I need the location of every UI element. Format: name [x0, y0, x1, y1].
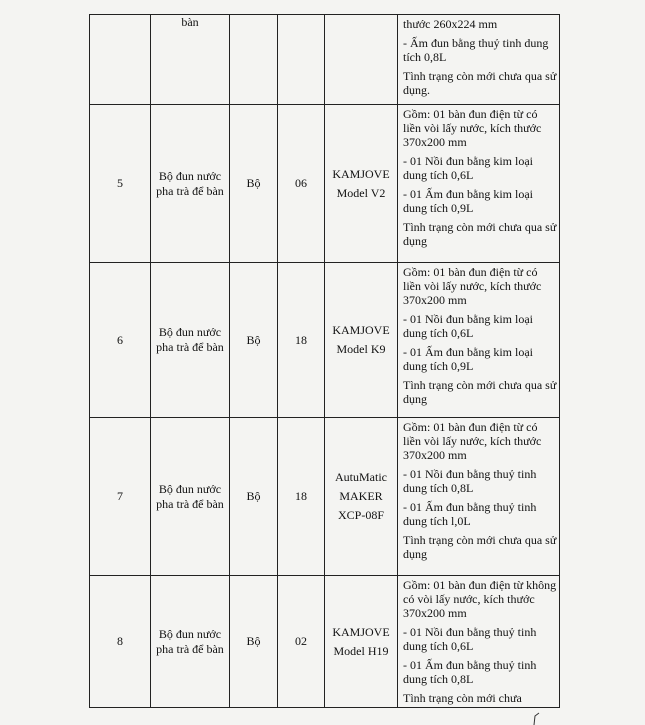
description-line: Gồm: 01 bàn đun điện từ không có vòi lấy nước, kích thước 370x200 mm	[403, 578, 557, 620]
quantity-cell: 18	[278, 418, 325, 576]
description-cell	[398, 15, 560, 105]
description-line: Gồm: 01 bàn đun điện từ có liền vòi lấy nước, kích thước 370x200 mm	[403, 265, 542, 307]
product-name: bàn	[181, 15, 199, 29]
description-line: - 01 Ấm đun bằng thuỷ tinh dung tích l,0L	[403, 500, 537, 528]
model-line: KAMJOVE	[332, 166, 390, 181]
model-cell	[325, 15, 398, 105]
quantity-cell	[278, 15, 325, 105]
model-cell	[325, 576, 398, 708]
model-line: KAMJOVE	[332, 323, 390, 337]
description-cell	[398, 576, 560, 708]
table-row	[90, 576, 560, 708]
quantity-cell: 18	[278, 263, 325, 418]
table-row	[90, 418, 560, 576]
row-number-cell: 8	[90, 576, 151, 708]
product-name: Bộ đun nước pha trà để bàn	[156, 481, 224, 511]
model-line: MAKER	[339, 489, 383, 503]
description-line: thước 260x224 mm	[403, 17, 498, 31]
unit-cell: Bộ	[230, 576, 278, 708]
row-number-cell: 6	[90, 263, 151, 418]
row-number-cell	[90, 15, 151, 105]
description-line: Gồm: 01 bàn đun điện từ có liền vòi lấy nước, kích thước 370x200 mm	[403, 420, 542, 462]
description-line: - 01 Ấm đun bằng thuỷ tinh dung tích 0,8L	[403, 658, 537, 686]
description-line: Tình trạng còn mới chưa qua sử dụng	[403, 378, 557, 406]
product-name: Bộ đun nước pha trà để bàn	[156, 168, 224, 198]
quantity-cell: 06	[278, 105, 325, 263]
description-line: Tình trạng còn mới chưa qua sử dụng	[403, 533, 557, 561]
model-line: Model H19	[333, 643, 389, 658]
quantity-cell: 02	[278, 576, 325, 708]
inventory-table	[89, 14, 560, 708]
description-cell	[398, 418, 560, 576]
model-cell	[325, 418, 398, 576]
product-name-cell	[151, 576, 230, 708]
description-line: Tình trạng còn mới chưa qua sử dụng	[403, 220, 557, 248]
table-row	[90, 263, 560, 418]
page-edge-mark	[532, 712, 542, 725]
product-name-cell	[151, 418, 230, 576]
description-line: Tình trạng còn mới chưa	[403, 691, 522, 705]
model-line: XCP-08F	[337, 508, 384, 522]
unit-cell	[230, 15, 278, 105]
model-line: KAMJOVE	[332, 624, 390, 639]
description-line: Gồm: 01 bàn đun điện từ có liền vòi lấy nước, kích thước 370x200 mm	[403, 107, 542, 149]
description-line: - Ấm đun bằng thuỷ tinh dung tích 0,8L	[403, 36, 549, 64]
product-name: Bộ đun nước pha trà để bàn	[156, 325, 224, 354]
model-cell	[325, 105, 398, 263]
row-number-cell: 5	[90, 105, 151, 263]
description-line: - 01 Ấm đun bằng kim loại dung tích 0,9L	[403, 187, 533, 215]
description-line: - 01 Ấm đun bằng kim loại dung tích 0,9L	[403, 345, 533, 373]
product-name-cell	[151, 263, 230, 418]
description-cell	[398, 105, 560, 263]
inventory-table-body	[90, 15, 560, 708]
description-cell	[398, 263, 560, 418]
unit-cell: Bộ	[230, 105, 278, 263]
model-line: AutuMatic	[335, 470, 387, 484]
table-row	[90, 15, 560, 105]
description-line: - 01 Nồi đun bằng thuỷ tinh dung tích 0,6L	[403, 625, 537, 653]
model-line: Model V2	[336, 185, 386, 200]
unit-cell: Bộ	[230, 418, 278, 576]
model-line: Model K9	[336, 342, 386, 356]
row-number-cell: 7	[90, 418, 151, 576]
table-row	[90, 105, 560, 263]
unit-cell: Bộ	[230, 263, 278, 418]
description-line: - 01 Nồi đun bằng kim loại dung tích 0,6L	[403, 312, 533, 340]
product-name: Bộ đun nước pha trà để bàn	[156, 626, 224, 656]
product-name-cell	[151, 15, 230, 105]
description-line: - 01 Nồi đun bằng kim loại dung tích 0,6L	[403, 154, 533, 182]
model-cell	[325, 263, 398, 418]
description-line: - 01 Nồi đun bằng thuỷ tinh dung tích 0,8L	[403, 467, 537, 495]
product-name-cell	[151, 105, 230, 263]
description-line: Tình trạng còn mới chưa qua sử dụng.	[403, 69, 557, 97]
